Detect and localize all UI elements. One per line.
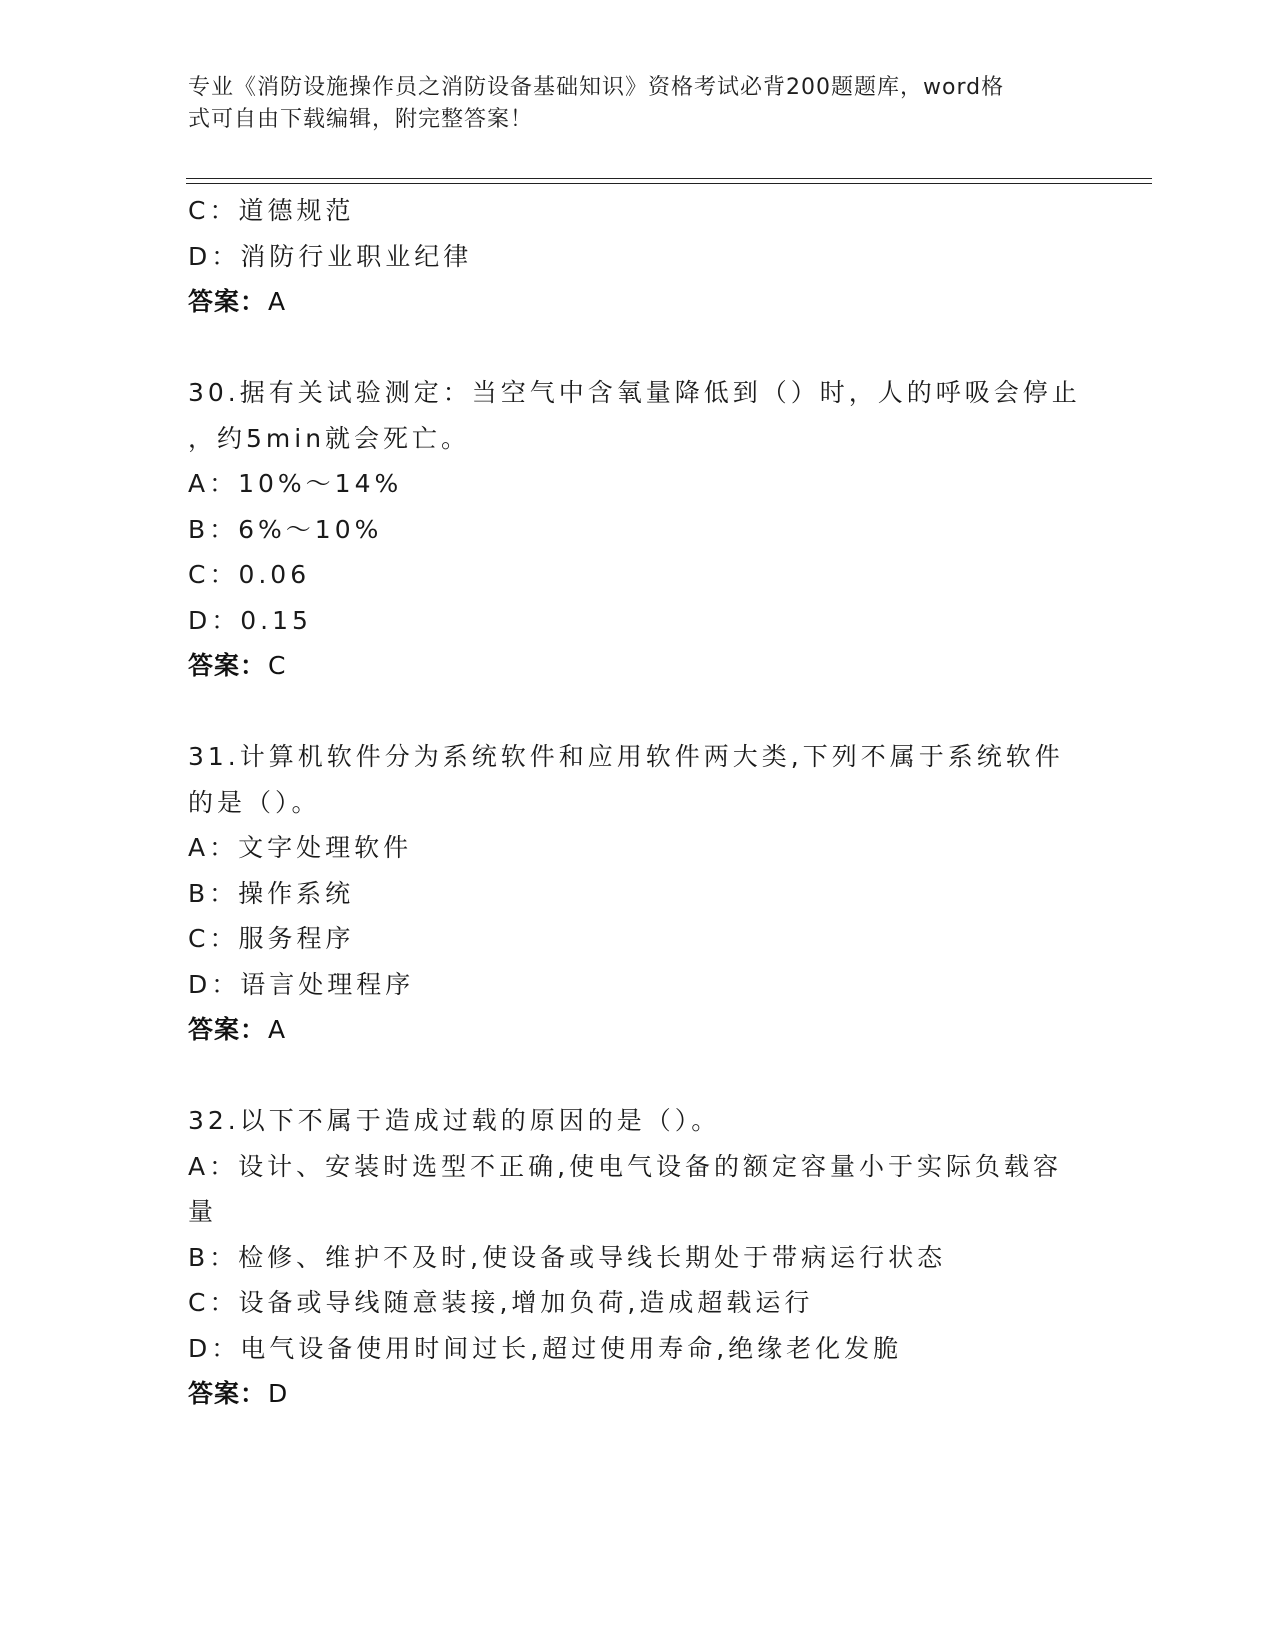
question-31 (188, 734, 1088, 1053)
option-a: A：10%～14% (188, 469, 403, 498)
option-b: B：操作系统 (188, 878, 355, 908)
question-29-continued (188, 188, 1088, 325)
answer-label: 答案： (188, 651, 267, 680)
spacer (188, 325, 1088, 371)
header-title-line-2: 式可自由下载编辑，附完整答案！ (188, 107, 534, 132)
answer-line (188, 279, 1088, 325)
document-header (188, 72, 1068, 136)
option-d: D：0.15 (188, 605, 312, 635)
answer-value: C (268, 651, 287, 680)
header-divider-bottom (186, 183, 1152, 184)
answer-value: A (268, 287, 287, 316)
answer-line (188, 1371, 1088, 1417)
option-c: C：服务程序 (188, 924, 355, 953)
answer-value: D (268, 1379, 289, 1408)
option-b: B：6%～10% (188, 514, 383, 544)
question-stem-line-2: ，约5min就会死亡。 (188, 423, 471, 453)
option-d: D：语言处理程序 (188, 969, 415, 999)
answer-label: 答案： (188, 1379, 267, 1408)
answer-line (188, 643, 1088, 689)
header-title-line-1: 专业《消防设施操作员之消防设备基础知识》资格考试必背200题题库，word格 (188, 75, 1005, 100)
question-stem-line-1: 32.以下不属于造成过载的原因的是（）。 (188, 1106, 721, 1135)
answer-line (188, 1007, 1088, 1053)
option-a-line-2: 量 (188, 1197, 218, 1226)
question-stem-line-1: 30.据有关试验测定：当空气中含氧量降低到（）时，人的呼吸会停止 (188, 378, 1081, 407)
question-stem-line-1: 31.计算机软件分为系统软件和应用软件两大类,下列不属于系统软件 (188, 742, 1064, 771)
question-30 (188, 370, 1088, 689)
option-c: C：设备或导线随意装接,增加负荷,造成超载运行 (188, 1288, 814, 1317)
answer-label: 答案： (188, 287, 267, 316)
spacer (188, 1053, 1088, 1099)
option-b: B：检修、维护不及时,使设备或导线长期处于带病运行状态 (188, 1242, 947, 1272)
option-a: A：文字处理软件 (188, 833, 413, 862)
question-32 (188, 1098, 1088, 1417)
question-content (188, 188, 1088, 1417)
answer-label: 答案： (188, 1015, 267, 1044)
spacer (188, 689, 1088, 735)
option-a-line-1: A：设计、安装时选型不正确,使电气设备的额定容量小于实际负载容 (188, 1151, 1063, 1181)
question-stem-line-2: 的是（）。 (188, 787, 321, 817)
option-d: D：电气设备使用时间过长,超过使用寿命,绝缘老化发脆 (188, 1333, 903, 1363)
option-c: C：道德规范 (188, 196, 355, 225)
option-d: D：消防行业职业纪律 (188, 241, 473, 271)
header-divider-top (186, 178, 1152, 179)
answer-value: A (268, 1015, 287, 1044)
option-c: C：0.06 (188, 560, 311, 589)
